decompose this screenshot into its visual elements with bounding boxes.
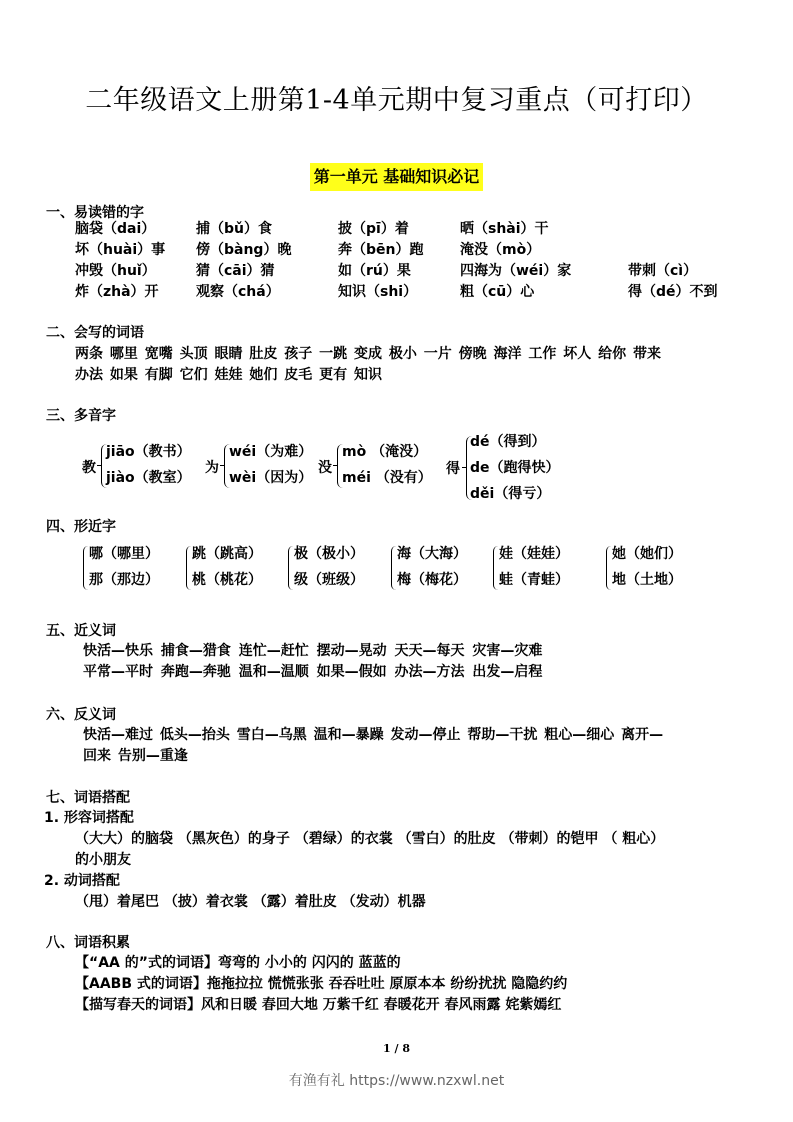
- collocation-line: （大大）的脑袋 （黑灰色）的身子 （碧绿）的衣裳 （雪白）的肚皮 （带刺）的铠甲 （ 粗心）: [75, 831, 665, 847]
- similar-char: 梅（梅花）: [397, 572, 467, 588]
- page-number: 1 / 8: [383, 1042, 410, 1055]
- synonym-line: 快活—快乐 捕食—猎食 连忙—赶忙 摆动—晃动 天天—每天 灾害—灾难: [83, 643, 543, 659]
- polyphone-char: 教: [82, 460, 96, 476]
- word-cell: 知识（shi）: [338, 284, 418, 300]
- similar-char: 级（班级）: [294, 572, 364, 588]
- polyphone-option: mò （淹没）: [342, 444, 428, 460]
- word-cell: 猜（cāi）猜: [196, 263, 275, 279]
- subsection-title: 2. 动词搭配: [44, 873, 120, 889]
- antonym-line: 快活—难过 低头—抬头 雪白—乌黑 温和—暴躁 发动—停止 帮助—干扰 粗心—细心 离开—: [83, 727, 664, 743]
- polyphone-option: wéi（为难）: [229, 444, 313, 460]
- word-cell: 炸（zhà）开: [75, 284, 159, 300]
- polyphone-option: jiào（教室）: [106, 470, 191, 486]
- word-cell: 观察（chá）: [196, 284, 280, 300]
- similar-char: 娃（娃娃）: [499, 546, 569, 562]
- polyphone-group: [318, 442, 448, 492]
- word-cell: 奔（bēn）跑: [338, 242, 424, 258]
- word-list-line: 两条 哪里 宽嘴 头顶 眼睛 肚皮 孩子 一跳 变成 极小 一片 傍晚 海洋 工作 坏人 给你 带来: [75, 346, 661, 362]
- vocabulary-line: 【描写春天的词语】风和日暖 春回大地 万紫千红 春暖花开 春风雨露 姹紫嫣红: [75, 997, 562, 1013]
- section-title-6: 六、反义词: [46, 707, 116, 723]
- unit-heading: 第一单元 基础知识必记: [310, 163, 484, 191]
- similar-char: 海（大海）: [397, 546, 467, 562]
- word-cell: 如（rú）果: [338, 263, 411, 279]
- polyphone-option: dé（得到）: [470, 434, 546, 450]
- polyphone-option: děi（得亏）: [470, 486, 551, 502]
- section-title-8: 八、词语积累: [46, 935, 130, 951]
- polyphone-group: [205, 442, 325, 492]
- polyphone-group: [446, 432, 576, 504]
- word-cell: 捕（bǔ）食: [196, 221, 272, 237]
- unit-heading-wrap: [0, 163, 793, 191]
- polyphone-char: 为: [205, 460, 219, 476]
- section-title-1: 一、易读错的字: [46, 205, 144, 221]
- section-title-2: 二、会写的词语: [46, 325, 144, 341]
- similar-char: 蛙（青蛙）: [499, 572, 569, 588]
- polyphone-option: de（跑得快）: [470, 460, 560, 476]
- polyphone-option: wèi（因为）: [229, 470, 313, 486]
- section-title-7: 七、词语搭配: [46, 790, 130, 806]
- similar-char: 那（那边）: [89, 572, 159, 588]
- word-cell: 晒（shài）干: [460, 221, 549, 237]
- word-cell: 淹没（mò）: [460, 242, 541, 258]
- polyphone-option: méi （没有）: [342, 470, 432, 486]
- watermark: 有渔有礼 https://www.nzxwl.net: [288, 1073, 505, 1089]
- polyphone-option: jiāo（教书）: [106, 444, 191, 460]
- subsection-title: 1. 形容词搭配: [44, 810, 134, 826]
- word-cell: 披（pī）着: [338, 221, 409, 237]
- section-title-4: 四、形近字: [46, 519, 116, 535]
- section-title-3: 三、多音字: [46, 408, 116, 424]
- collocation-line: 的小朋友: [75, 852, 131, 868]
- section-title-5: 五、近义词: [46, 623, 116, 639]
- word-cell: 脑袋（dai）: [75, 221, 156, 237]
- polyphone-char: 得: [446, 461, 460, 477]
- word-cell: 四海为（wéi）家: [460, 263, 572, 279]
- word-cell: 冲毁（huǐ）: [75, 263, 156, 279]
- word-cell: 粗（cū）心: [460, 284, 535, 300]
- word-cell: 坏（huài）事: [75, 242, 166, 258]
- synonym-line: 平常—平时 奔跑—奔驰 温和—温顺 如果—假如 办法—方法 出发—启程: [83, 664, 543, 680]
- similar-char: 她（她们）: [612, 546, 682, 562]
- polyphone-char: 没: [318, 460, 332, 476]
- word-cell: 得（dé）不到: [628, 284, 718, 300]
- page-title: 二年级语文上册第1-4单元期中复习重点（可打印）: [85, 85, 708, 116]
- antonym-line: 回来 告别—重逢: [83, 748, 188, 764]
- word-cell: 傍（bàng）晚: [196, 242, 292, 258]
- similar-char: 地（土地）: [612, 572, 682, 588]
- word-cell: 带刺（cì）: [628, 263, 698, 279]
- vocabulary-line: 【AABB 式的词语】拖拖拉拉 慌慌张张 吞吞吐吐 原原本本 纷纷扰扰 隐隐约约: [75, 976, 568, 992]
- word-list-line: 办法 如果 有脚 它们 娃娃 她们 皮毛 更有 知识: [75, 367, 382, 383]
- similar-char: 跳（跳高）: [192, 546, 262, 562]
- similar-char: 哪（哪里）: [89, 546, 159, 562]
- similar-char: 极（极小）: [294, 546, 364, 562]
- polyphone-group: [82, 442, 202, 492]
- similar-char: 桃（桃花）: [192, 572, 262, 588]
- vocabulary-line: 【“AA 的”式的词语】弯弯的 小小的 闪闪的 蓝蓝的: [75, 955, 401, 971]
- collocation-line: （甩）着尾巴 （披）着衣裳 （露）着肚皮 （发动）机器: [75, 894, 426, 910]
